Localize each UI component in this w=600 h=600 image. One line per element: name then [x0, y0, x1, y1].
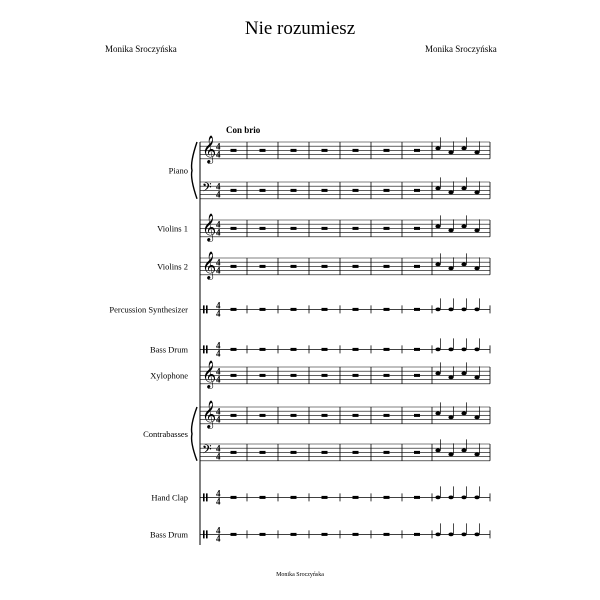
instrument-6: [143, 400, 490, 461]
time-signature-top: 4: [216, 443, 221, 454]
whole-rest: [291, 189, 297, 192]
whole-rest: [231, 533, 237, 536]
time-signature-top: 4: [216, 525, 221, 536]
bass-clef-icon: 𝄢: [202, 442, 212, 460]
instrument-label: Hand Clap: [151, 492, 188, 503]
whole-rest: [322, 189, 328, 192]
percussion-clef: [206, 530, 208, 538]
whole-rest: [414, 189, 420, 192]
percussion-clef: [206, 493, 208, 501]
whole-rest: [231, 348, 237, 351]
time-signature-bottom: 4: [216, 414, 221, 425]
instrument-7: [151, 486, 490, 506]
whole-rest: [231, 308, 237, 311]
whole-rest: [291, 149, 297, 152]
time-signature-bottom: 4: [216, 496, 221, 507]
whole-rest: [384, 496, 390, 499]
whole-rest: [353, 348, 359, 351]
instrument-label: Bass Drum: [149, 529, 188, 540]
whole-rest: [231, 414, 237, 417]
treble-clef-icon: 𝄞: [202, 360, 217, 388]
time-signature-bottom: 4: [216, 374, 221, 385]
whole-rest: [260, 308, 266, 311]
note-head: [461, 372, 466, 376]
whole-rest: [322, 227, 328, 230]
whole-rest: [322, 348, 328, 351]
whole-rest: [414, 451, 420, 454]
whole-rest: [322, 149, 328, 152]
whole-rest: [260, 149, 266, 152]
note-head: [474, 229, 479, 233]
whole-rest: [414, 348, 420, 351]
time-signature-top: 4: [216, 488, 221, 499]
whole-rest: [414, 374, 420, 377]
whole-rest: [260, 496, 266, 499]
time-signature-bottom: 4: [216, 348, 221, 359]
percussion-clef: [203, 530, 205, 538]
whole-rest: [231, 227, 237, 230]
note-head: [474, 191, 479, 195]
whole-rest: [231, 451, 237, 454]
note-head: [435, 225, 440, 229]
whole-rest: [384, 308, 390, 311]
note-head: [435, 187, 440, 191]
whole-rest: [384, 374, 390, 377]
time-signature-top: 4: [216, 181, 221, 192]
note-head: [448, 496, 453, 500]
whole-rest: [260, 414, 266, 417]
whole-rest: [414, 308, 420, 311]
whole-rest: [414, 533, 420, 536]
composer-left: Monika Sroczyńska: [105, 44, 177, 54]
instrument-label: Bass Drum: [149, 344, 188, 355]
brace: [192, 407, 197, 461]
instrument-label: Xylophone: [150, 370, 188, 381]
note-head: [474, 416, 479, 420]
whole-rest: [322, 265, 328, 268]
whole-rest: [260, 374, 266, 377]
whole-rest: [353, 414, 359, 417]
note-head: [461, 533, 466, 537]
note-head: [474, 151, 479, 155]
instrument-label: Violins 2: [157, 261, 188, 272]
instrument-1: [157, 213, 490, 242]
note-head: [435, 263, 440, 267]
percussion-clef: [203, 345, 205, 353]
note-head: [435, 449, 440, 453]
time-signature-bottom: 4: [216, 451, 221, 462]
whole-rest: [322, 451, 328, 454]
percussion-clef: [203, 305, 205, 313]
note-head: [448, 348, 453, 352]
whole-rest: [291, 414, 297, 417]
whole-rest: [414, 227, 420, 230]
whole-rest: [414, 149, 420, 152]
whole-rest: [384, 227, 390, 230]
note-head: [461, 496, 466, 500]
note-head: [435, 308, 440, 312]
brace: [192, 142, 197, 199]
note-head: [461, 263, 466, 267]
note-head: [435, 412, 440, 416]
whole-rest: [291, 265, 297, 268]
whole-rest: [384, 149, 390, 152]
note-head: [474, 267, 479, 271]
score-title: Nie rozumiesz: [244, 18, 356, 39]
time-signature-bottom: 4: [216, 227, 221, 238]
whole-rest: [322, 414, 328, 417]
whole-rest: [231, 496, 237, 499]
note-head: [461, 147, 466, 151]
note-head: [461, 348, 466, 352]
note-head: [474, 308, 479, 312]
treble-clef-icon: 𝄞: [202, 400, 217, 428]
whole-rest: [260, 451, 266, 454]
instrument-label: Violins 1: [157, 223, 188, 234]
treble-clef-icon: 𝄞: [202, 135, 217, 163]
whole-rest: [231, 265, 237, 268]
time-signature-top: 4: [216, 340, 221, 351]
note-head: [461, 412, 466, 416]
whole-rest: [384, 533, 390, 536]
note-head: [448, 308, 453, 312]
note-head: [461, 308, 466, 312]
whole-rest: [322, 533, 328, 536]
note-head: [474, 533, 479, 537]
time-signature-top: 4: [216, 366, 221, 377]
whole-rest: [231, 374, 237, 377]
treble-clef-icon: 𝄞: [202, 251, 217, 279]
whole-rest: [353, 533, 359, 536]
whole-rest: [353, 227, 359, 230]
bass-clef-icon: 𝄢: [202, 180, 212, 198]
whole-rest: [414, 265, 420, 268]
note-head: [474, 496, 479, 500]
staves-group: [109, 135, 490, 545]
instrument-2: [157, 251, 490, 280]
time-signature-top: 4: [216, 406, 221, 417]
composer-right: Monika Sroczyńska: [425, 44, 497, 54]
time-signature-bottom: 4: [216, 533, 221, 544]
instrument-0: [169, 135, 490, 199]
percussion-clef: [206, 345, 208, 353]
whole-rest: [322, 374, 328, 377]
time-signature-bottom: 4: [216, 189, 221, 200]
instrument-8: [150, 523, 490, 543]
time-signature-bottom: 4: [216, 265, 221, 276]
time-signature-bottom: 4: [216, 308, 221, 319]
whole-rest: [260, 189, 266, 192]
whole-rest: [384, 189, 390, 192]
note-head: [435, 147, 440, 151]
whole-rest: [231, 189, 237, 192]
whole-rest: [384, 265, 390, 268]
whole-rest: [353, 149, 359, 152]
note-head: [461, 225, 466, 229]
note-head: [448, 453, 453, 457]
instrument-5: [150, 360, 490, 389]
whole-rest: [291, 496, 297, 499]
time-signature-top: 4: [216, 300, 221, 311]
note-head: [474, 348, 479, 352]
note-head: [448, 191, 453, 195]
whole-rest: [353, 451, 359, 454]
whole-rest: [353, 374, 359, 377]
whole-rest: [384, 414, 390, 417]
instrument-label: Piano: [168, 165, 188, 176]
treble-clef-icon: 𝄞: [202, 213, 217, 241]
whole-rest: [353, 308, 359, 311]
tempo-marking: Con brio: [226, 125, 261, 135]
page-footer: Monika Sroczyńska: [276, 572, 324, 578]
whole-rest: [291, 348, 297, 351]
note-head: [474, 453, 479, 457]
whole-rest: [291, 227, 297, 230]
whole-rest: [353, 189, 359, 192]
whole-rest: [260, 348, 266, 351]
note-head: [474, 376, 479, 380]
note-head: [435, 348, 440, 352]
time-signature-bottom: 4: [216, 149, 221, 160]
instrument-label: Percussion Synthesizer: [109, 304, 188, 315]
note-head: [435, 533, 440, 537]
instrument-label: Contrabasses: [143, 428, 188, 439]
whole-rest: [291, 308, 297, 311]
note-head: [448, 229, 453, 233]
whole-rest: [260, 533, 266, 536]
note-head: [448, 533, 453, 537]
note-head: [448, 267, 453, 271]
whole-rest: [322, 496, 328, 499]
whole-rest: [260, 227, 266, 230]
whole-rest: [384, 451, 390, 454]
whole-rest: [291, 533, 297, 536]
time-signature-top: 4: [216, 257, 221, 268]
time-signature-top: 4: [216, 141, 221, 152]
whole-rest: [291, 451, 297, 454]
whole-rest: [414, 414, 420, 417]
instrument-4: [150, 338, 490, 358]
whole-rest: [260, 265, 266, 268]
note-head: [448, 416, 453, 420]
whole-rest: [353, 265, 359, 268]
note-head: [448, 151, 453, 155]
note-head: [448, 376, 453, 380]
whole-rest: [414, 496, 420, 499]
percussion-clef: [203, 493, 205, 501]
percussion-clef: [206, 305, 208, 313]
time-signature-top: 4: [216, 219, 221, 230]
note-head: [461, 449, 466, 453]
whole-rest: [353, 496, 359, 499]
whole-rest: [384, 348, 390, 351]
note-head: [435, 496, 440, 500]
note-head: [435, 372, 440, 376]
instrument-3: [109, 298, 490, 318]
note-head: [461, 187, 466, 191]
whole-rest: [231, 149, 237, 152]
whole-rest: [291, 374, 297, 377]
whole-rest: [322, 308, 328, 311]
